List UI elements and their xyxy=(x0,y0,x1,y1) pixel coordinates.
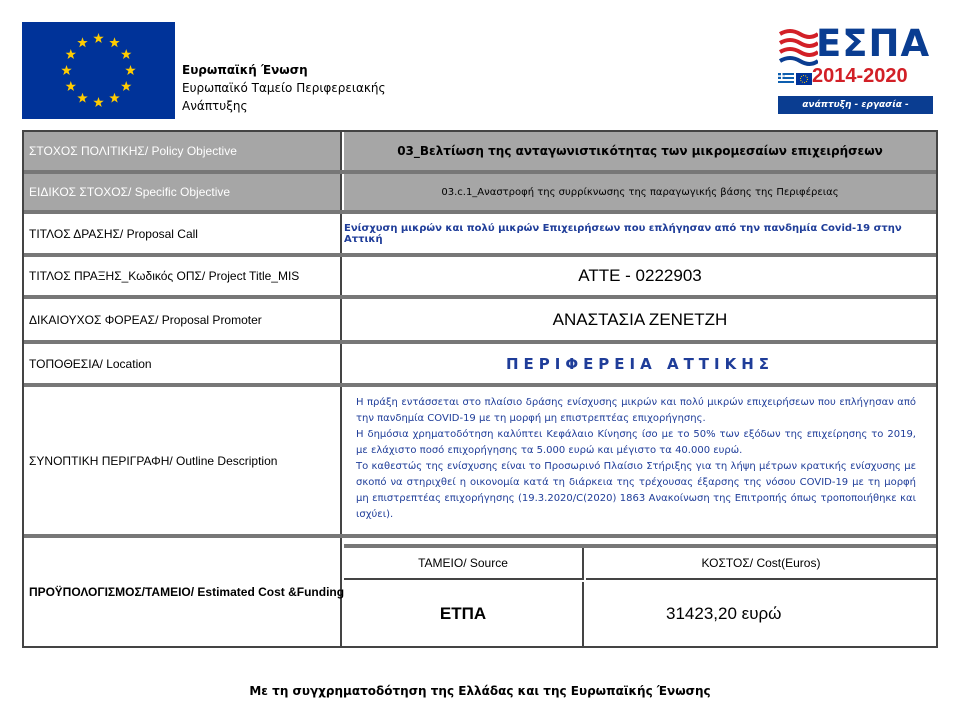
location-label: ΤΟΠΟΘΕΣΙΑ/ Location xyxy=(24,344,342,383)
eu-star-icon xyxy=(93,33,103,43)
outline-paragraph-1: Η πράξη εντάσσεται στο πλαίσιο δράσης ενίσχυσης μικρών και πολύ μικρών επιχειρήσεων που επλήγησαν από την πανδημία COVID-19 με τη μορφή μη επιστρεπτέας επιχορήγησης. xyxy=(356,397,916,424)
eu-star-icon xyxy=(125,65,135,75)
policy-objective-label: ΣΤΟΧΟΣ ΠΟΛΙΤΙΚΗΣ/ Policy Objective xyxy=(24,132,342,170)
outline-paragraph-3: Το καθεστώς της ενίσχυσης είναι το Προσωρινό Πλαίσιο Στήριξης για τη λήψη μέτρων κρατικής ενίσχυσης με σκοπό να στηριχθεί η οικονομία κατά τη διάρκεια της τρέχουσας έξαρσης της νόσου COVID-19 με τη μορφή μη επιστρεπτέας επιχορήγησης (19.3.2020/C(2020) 1863 Ανακοίνωση της Επιτροπής όπως τροποποιήθηκε και ισχύει). xyxy=(356,461,916,520)
eu-star-icon xyxy=(77,37,87,47)
espa-slogan: ανάπτυξη - εργασία - αλληλεγγύη xyxy=(778,96,933,114)
eu-star-icon xyxy=(109,93,119,103)
espa-years: 2014-2020 xyxy=(812,65,908,87)
cost-value: 31423,20 ευρώ xyxy=(666,604,782,623)
proposal-call-value: Ενίσχυση μικρών και πολύ μικρών Επιχειρήσεων που επλήγησαν από την πανδημία Covid-19 στην Αττική xyxy=(344,222,902,245)
eu-stars-icon xyxy=(22,22,175,119)
eu-line-1: Ευρωπαϊκή Ένωση xyxy=(182,63,308,77)
budget-label: ΠΡΟΫΠΟΛΟΓΙΣΜΟΣ/ΤΑΜΕΙΟ/ Estimated Cost &Funding xyxy=(24,538,342,646)
eu-line-3: Ανάπτυξης xyxy=(182,99,248,113)
project-info-table xyxy=(22,130,938,648)
eu-star-icon xyxy=(93,97,103,107)
eu-star-icon xyxy=(66,81,76,91)
source-header: ΤΑΜΕΙΟ/ Source xyxy=(344,548,584,580)
budget-subtable xyxy=(344,544,936,646)
source-value: ΕΤΠΑ xyxy=(344,582,584,646)
row-outline-description xyxy=(24,387,936,538)
eu-star-icon xyxy=(109,37,119,47)
eu-star-icon xyxy=(121,49,131,59)
eu-line-2: Ευρωπαϊκό Ταμείο Περιφερειακής xyxy=(182,81,386,95)
eu-star-icon xyxy=(66,49,76,59)
policy-objective-value: 03_Βελτίωση της ανταγωνιστικότητας των μικρομεσαίων επιχειρήσεων xyxy=(344,132,936,170)
row-policy-objective xyxy=(24,132,936,174)
cofunding-footer: Με τη συγχρηματοδότηση της Ελλάδας και της Ευρωπαϊκής Ένωσης xyxy=(249,684,711,698)
proposal-promoter-label: ΔΙΚΑΙΟΥΧΟΣ ΦΟΡΕΑΣ/ Proposal Promoter xyxy=(24,299,342,340)
row-specific-objective xyxy=(24,174,936,214)
project-title-label: ΤΙΤΛΟΣ ΠΡΑΞΗΣ_Κωδικός ΟΠΣ/ Project Title_MIS xyxy=(24,257,342,295)
espa-title: ΕΣΠΑ xyxy=(816,22,931,65)
eu-star-icon xyxy=(77,93,87,103)
eu-fund-text xyxy=(182,61,386,115)
proposal-promoter-value: ΑΝΑΣΤΑΣΙΑ ΖΕΝΕΤΖΗ xyxy=(552,309,728,329)
row-location xyxy=(24,344,936,387)
outline-description-text xyxy=(356,395,916,523)
cost-header: ΚΟΣΤΟΣ/ Cost(Euros) xyxy=(586,548,936,580)
row-proposal-call xyxy=(24,214,936,257)
outline-description-label: ΣΥΝΟΠΤΙΚΗ ΠΕΡΙΓΡΑΦΗ/ Outline Description xyxy=(24,387,342,534)
specific-objective-label: ΕΙΔΙΚΟΣ ΣΤΟΧΟΣ/ Specific Objective xyxy=(24,174,342,210)
eu-star-icon xyxy=(121,81,131,91)
row-proposal-promoter xyxy=(24,299,936,344)
eu-flag-logo xyxy=(22,22,175,119)
espa-flags-icon xyxy=(778,71,812,90)
row-budget xyxy=(24,538,936,646)
location-value: ΠΕΡΙΦΕΡΕΙΑ ΑΤΤΙΚΗΣ xyxy=(505,354,775,373)
espa-logo xyxy=(778,22,934,128)
eu-star-icon xyxy=(61,65,71,75)
specific-objective-value: 03.c.1_Αναστροφή της συρρίκνωσης της παραγωγικής βάσης της Περιφέρειας xyxy=(344,174,936,210)
row-project-title xyxy=(24,257,936,299)
outline-paragraph-2: Η δημόσια χρηματοδότηση καλύπτει Κεφάλαιο Κίνησης ίσο με το 50% των εξόδων της επιχείρησης το 2019, με ελάχιστο ποσό επιχορήγησης τα 5.000 ευρώ και μέγιστο τα 40.000 ευρώ. xyxy=(356,429,916,456)
proposal-call-label: ΤΙΤΛΟΣ ΔΡΑΣΗΣ/ Proposal Call xyxy=(24,214,342,253)
project-title-value: ATTE - 0222903 xyxy=(578,266,702,285)
